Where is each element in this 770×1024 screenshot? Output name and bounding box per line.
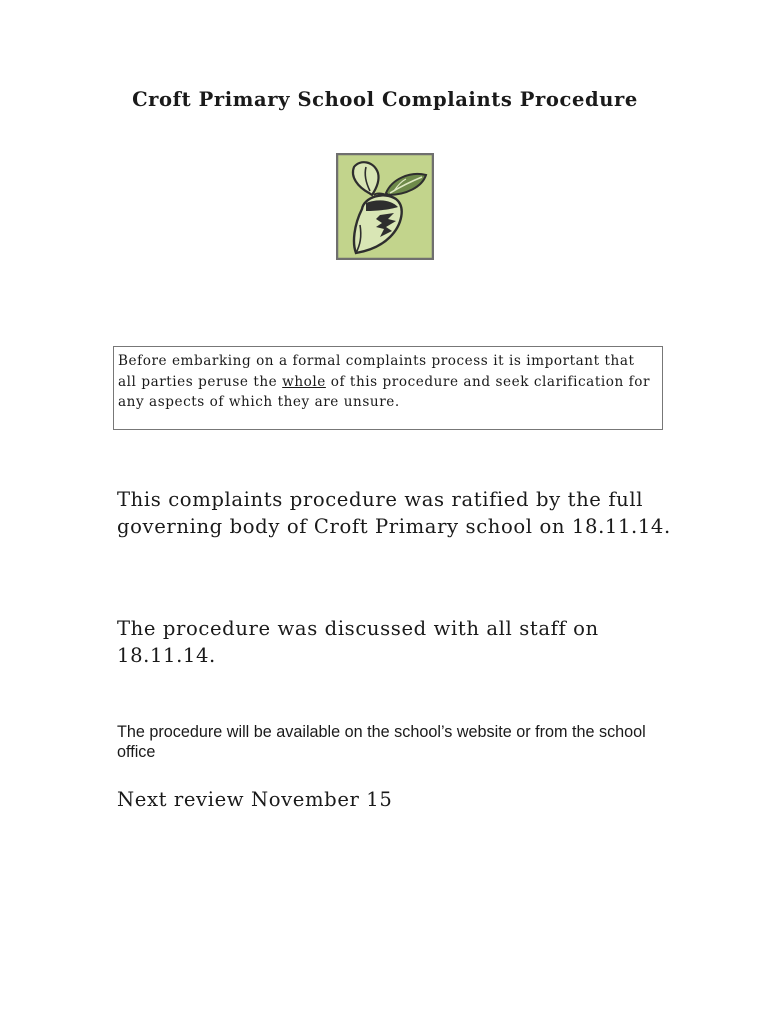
school-logo bbox=[336, 153, 434, 260]
page-title: Croft Primary School Complaints Procedure bbox=[132, 88, 638, 111]
review-date: Next review November 15 bbox=[117, 788, 393, 811]
notice-emphasis: whole bbox=[282, 373, 326, 390]
availability-statement: The procedure will be available on the school’s website or from the school office bbox=[117, 723, 646, 761]
discussed-statement: The procedure was discussed with all staff on 18.11.14. bbox=[117, 617, 599, 667]
notice-text-before: Before embarking on a formal complaints process it is important that all parties peruse the bbox=[118, 353, 635, 390]
ratified-statement: This complaints procedure was ratified by the full governing body of Croft Primary school on 18.11.14. bbox=[117, 488, 671, 538]
notice-box bbox=[113, 346, 663, 430]
notice-text-after: of this procedure and seek clarification for any aspects of which they are unsure. bbox=[118, 373, 651, 410]
